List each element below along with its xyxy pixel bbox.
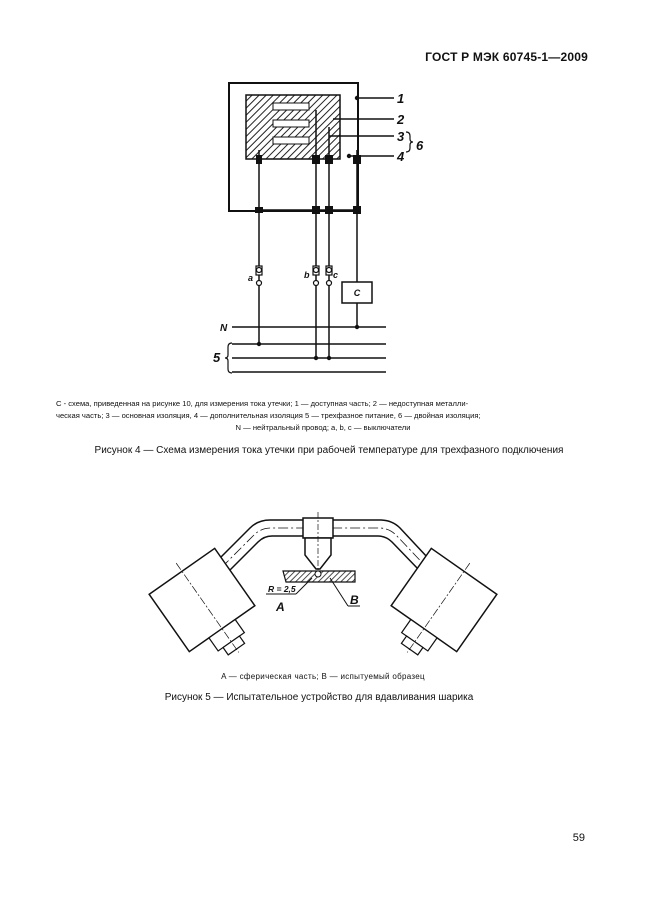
label-b: B xyxy=(350,593,359,607)
switch-label-b: b xyxy=(304,270,310,280)
callout-4: 4 xyxy=(397,149,405,164)
document-header: ГОСТ Р МЭК 60745-1—2009 xyxy=(425,50,588,64)
figure-5-notes: A — сферическая часть; B — испытуемый образец xyxy=(221,672,425,681)
callout-3: 3 xyxy=(397,129,405,144)
figure-4-notes-line-2: ческая часть; 3 — основная изоляция, 4 — дополнительная изоляция 5 — трехфазное питание, 6 — двойная изоляция; xyxy=(56,411,481,420)
figure-4-title: Рисунок 4 — Схема измерения тока утечки при рабочей температуре для трехфазного подключения xyxy=(94,445,564,456)
callout-6: 6 xyxy=(416,138,424,153)
page-number: 59 xyxy=(572,832,585,844)
label-a: A xyxy=(276,600,285,614)
callout-1: 1 xyxy=(397,91,405,106)
callout-2: 2 xyxy=(397,112,405,127)
figure-5-title: Рисунок 5 — Испытательное устройство для вдавливания шарика xyxy=(164,692,474,703)
neutral-label: N xyxy=(220,323,228,334)
switch-label-a: a xyxy=(248,273,254,283)
callout-5: 5 xyxy=(213,350,221,365)
circuit-box-label: C xyxy=(353,288,361,298)
switch-label-c: c xyxy=(333,270,339,280)
figure-4-notes-line-1: C - схема, приведенная на рисунке 10, для измерения тока утечки; 1 — доступная часть; 2 — недоступная металли- xyxy=(56,399,469,408)
figure-4-notes-line-3: N — нейтральный провод; a, b, c — выключатели xyxy=(235,423,411,432)
radius-label: R = 2,5 xyxy=(268,584,296,594)
